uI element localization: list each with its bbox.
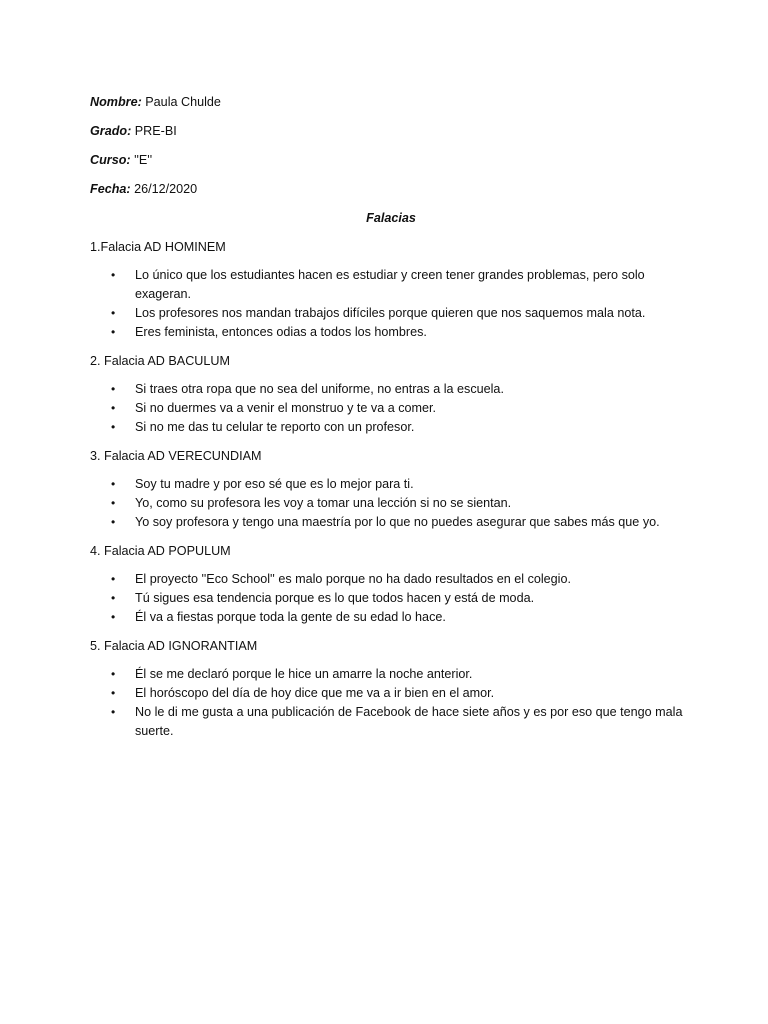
list-item xyxy=(90,513,688,532)
date-label: Fecha: xyxy=(90,182,131,196)
example-list xyxy=(90,266,688,342)
grade-field xyxy=(90,122,688,141)
list-item-text: Si traes otra ropa que no sea del uniforme, no entras a la escuela. xyxy=(135,382,504,396)
fallacy-section xyxy=(90,637,688,741)
list-item xyxy=(90,380,688,399)
fallacy-section xyxy=(90,447,688,532)
document-title: Falacias xyxy=(366,211,416,225)
bullet-icon: • xyxy=(111,591,116,605)
list-item xyxy=(90,570,688,589)
bullet-icon: • xyxy=(111,306,116,320)
bullet-icon: • xyxy=(111,705,116,719)
list-item-text: Tú sigues esa tendencia porque es lo que todos hacen y está de moda. xyxy=(135,591,535,605)
list-item-text: El horóscopo del día de hoy dice que me va a ir bien en el amor. xyxy=(135,686,495,700)
fallacy-section xyxy=(90,352,688,437)
grade-value: PRE-BI xyxy=(131,124,177,138)
name-value: Paula Chulde xyxy=(141,95,221,109)
fallacy-sections xyxy=(90,238,688,741)
list-item xyxy=(90,304,688,323)
bullet-icon: • xyxy=(111,515,116,529)
list-item-text: Yo, como su profesora les voy a tomar una lección si no se sientan. xyxy=(135,496,512,510)
example-list xyxy=(90,665,688,741)
bullet-icon: • xyxy=(111,268,116,282)
list-item xyxy=(90,399,688,418)
fallacy-section xyxy=(90,238,688,342)
section-heading: 2. Falacia AD BACULUM xyxy=(90,354,230,368)
list-item xyxy=(90,418,688,437)
name-field xyxy=(90,93,688,112)
bullet-icon: • xyxy=(111,382,116,396)
example-list xyxy=(90,380,688,437)
list-item-text: Los profesores nos mandan trabajos difíciles porque quieren que nos saquemos mala nota. xyxy=(135,306,646,320)
section-heading: 4. Falacia AD POPULUM xyxy=(90,544,231,558)
section-heading: 3. Falacia AD VERECUNDIAM xyxy=(90,449,262,463)
list-item xyxy=(90,494,688,513)
list-item-text: Si no me das tu celular te reporto con un profesor. xyxy=(135,420,415,434)
bullet-icon: • xyxy=(111,610,116,624)
bullet-icon: • xyxy=(111,325,116,339)
list-item xyxy=(90,665,688,684)
course-label: Curso: xyxy=(90,153,131,167)
list-item xyxy=(90,684,688,703)
date-value: 26/12/2020 xyxy=(130,182,198,196)
list-item-text: Soy tu madre y por eso sé que es lo mejor para ti. xyxy=(135,477,414,491)
bullet-icon: • xyxy=(111,420,116,434)
course-value: ''E'' xyxy=(130,153,153,167)
list-item-text: Él se me declaró porque le hice un amarre la noche anterior. xyxy=(135,667,473,681)
list-item-text: El proyecto ''Eco School'' es malo porque no ha dado resultados en el colegio. xyxy=(135,572,571,586)
name-label: Nombre: xyxy=(90,95,142,109)
list-item xyxy=(90,589,688,608)
list-item-text: Yo soy profesora y tengo una maestría por lo que no puedes asegurar que sabes más que yo. xyxy=(135,515,660,529)
list-item xyxy=(90,266,688,304)
bullet-icon: • xyxy=(111,667,116,681)
fallacy-section xyxy=(90,542,688,627)
bullet-icon: • xyxy=(111,401,116,415)
list-item-text: Él va a fiestas porque toda la gente de su edad lo hace. xyxy=(135,610,446,624)
list-item xyxy=(90,475,688,494)
example-list xyxy=(90,475,688,532)
list-item-text: Si no duermes va a venir el monstruo y te va a comer. xyxy=(135,401,436,415)
bullet-icon: • xyxy=(111,572,116,586)
list-item xyxy=(90,323,688,342)
bullet-icon: • xyxy=(111,496,116,510)
list-item xyxy=(90,608,688,627)
list-item-text: Lo único que los estudiantes hacen es estudiar y creen tener grandes problemas, pero solo exageran. xyxy=(135,268,645,301)
bullet-icon: • xyxy=(111,477,116,491)
section-heading: 1.Falacia AD HOMINEM xyxy=(90,240,226,254)
section-heading: 5. Falacia AD IGNORANTIAM xyxy=(90,639,258,653)
list-item-text: No le di me gusta a una publicación de Facebook de hace siete años y es por eso que tengo mala suerte. xyxy=(135,705,683,738)
date-field xyxy=(90,180,688,199)
course-field xyxy=(90,151,688,170)
list-item-text: Eres feminista, entonces odias a todos los hombres. xyxy=(135,325,427,339)
grade-label: Grado: xyxy=(90,124,132,138)
bullet-icon: • xyxy=(111,686,116,700)
list-item xyxy=(90,703,688,741)
example-list xyxy=(90,570,688,627)
